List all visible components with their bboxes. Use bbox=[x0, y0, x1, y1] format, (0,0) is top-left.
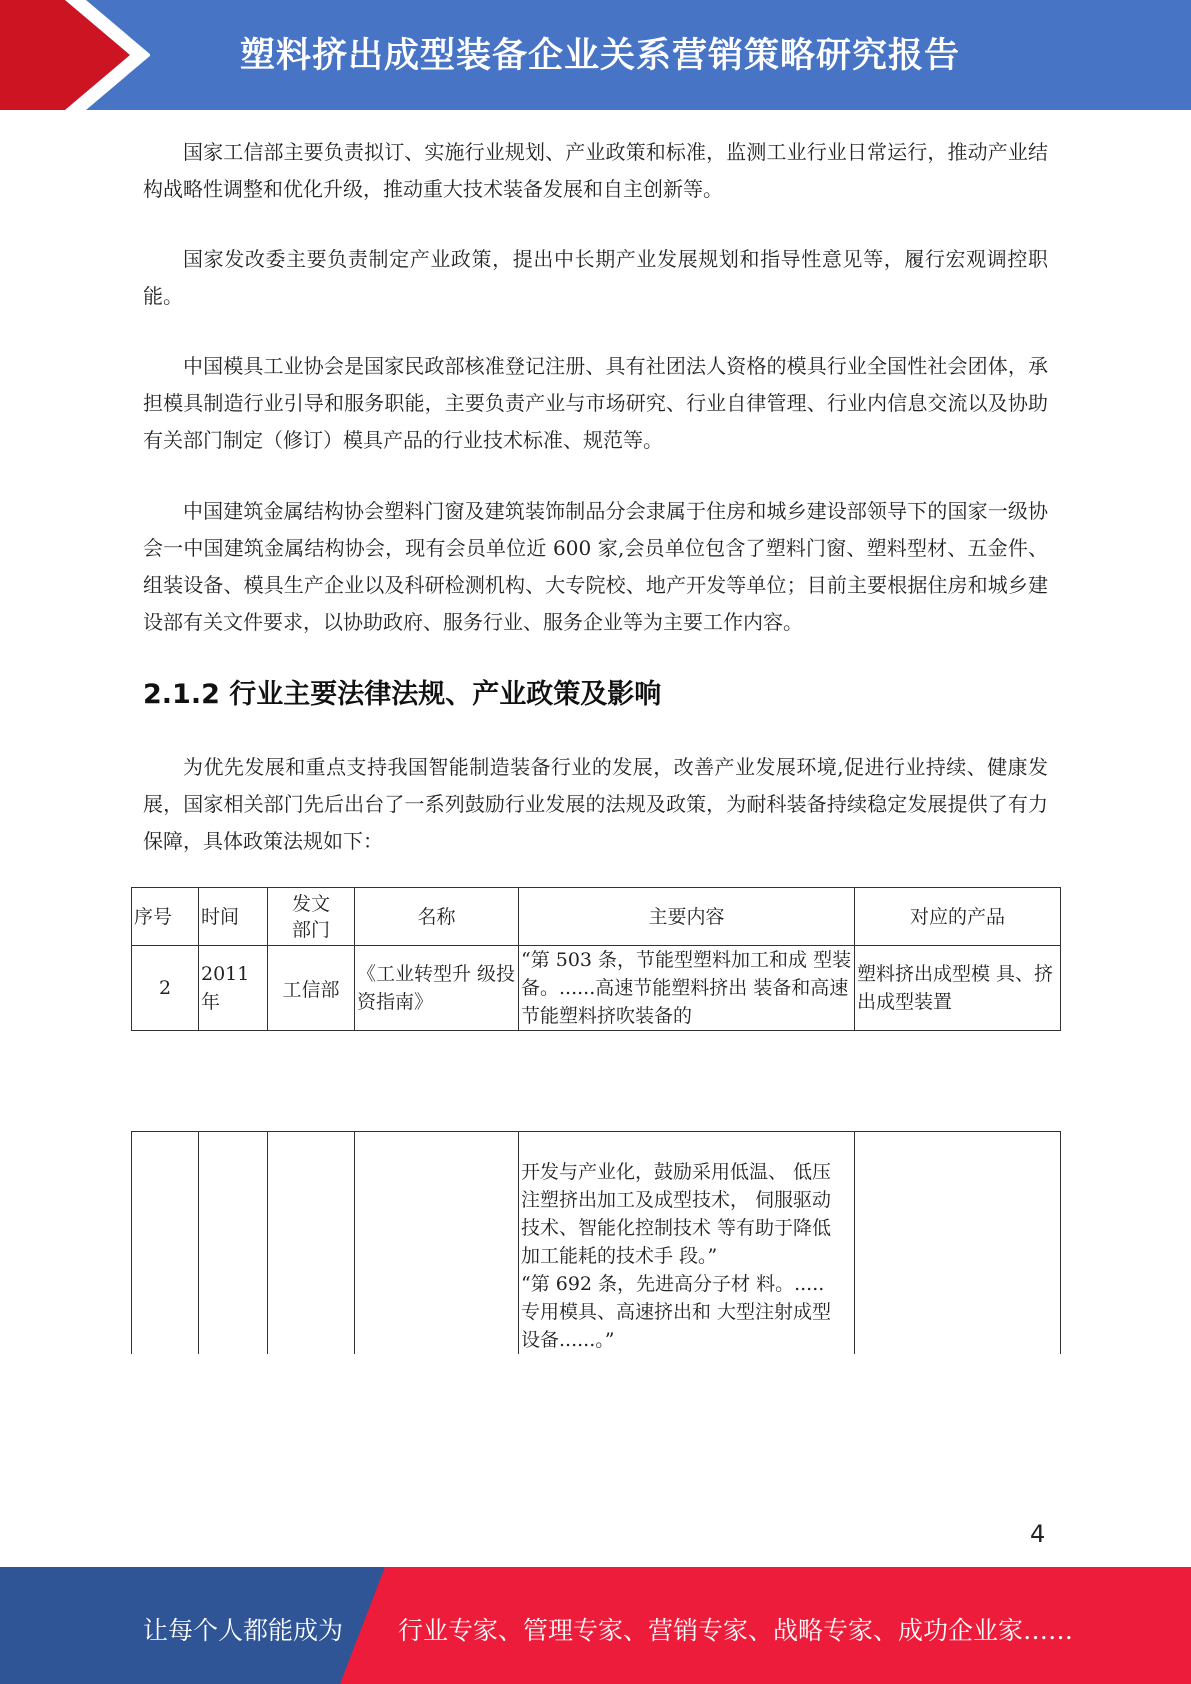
table-row-continuation bbox=[132, 1132, 1061, 1355]
content-line: 开发与产业化，鼓励采用低温、 低压 bbox=[521, 1161, 832, 1183]
header-product: 对应的产品 bbox=[855, 888, 1061, 946]
header-dept bbox=[268, 888, 355, 946]
header-banner bbox=[0, 0, 1191, 110]
content-line: 设备......。” bbox=[521, 1329, 615, 1351]
cell-name: 《工业转型升 级投资指南》 bbox=[355, 946, 519, 1031]
table-header-row bbox=[132, 888, 1061, 946]
policy-table bbox=[131, 887, 1061, 1031]
cell-time-text: 2011 年 bbox=[201, 963, 250, 1013]
header-dept-text: 发文部门 bbox=[291, 892, 330, 941]
section-intro: 为优先发展和重点支持我国智能制造装备行业的发展，改善产业发展环境,促进行业持续、健康发展，国家相关部门先后出台了一系列鼓励行业发展的法规及政策，为耐科装备持续稳定发展提供了有力保障，具体政策法规如下： bbox=[143, 755, 1048, 853]
cell-empty bbox=[132, 1132, 199, 1355]
section-heading: 2.1.2 行业主要法律法规、产业政策及影响 bbox=[143, 679, 662, 710]
header-time: 时间 bbox=[199, 888, 268, 946]
header-content: 主要内容 bbox=[519, 888, 855, 946]
content-line: 注塑挤出加工及成型技术， 伺服驱动 bbox=[521, 1189, 832, 1211]
cell-content-continued bbox=[519, 1132, 855, 1355]
content-line: 专用模具、高速挤出和 大型注射成型 bbox=[521, 1301, 832, 1323]
paragraph-building-metal-association: 中国建筑金属结构协会塑料门窗及建筑装饰制品分会隶属于住房和城乡建设部领导下的国家一级协会一中国建筑金属结构协会，现有会员单位近 600 家,会员单位包含了塑料门窗、塑料型材、五金件、组装设备、模具生产企业以及科研检测机构、大专院校、地产开发等单位；目前主要根据住房和城乡建设部有关文件要求，以协助政府、服务行业、服务企业等为主要工作内容。 bbox=[143, 499, 1048, 634]
cell-empty bbox=[355, 1132, 519, 1355]
content-line: “第 692 条，先进高分子材 料。..... bbox=[521, 1273, 825, 1295]
cell-product: 塑料挤出成型模 具、挤出成型装置 bbox=[855, 946, 1061, 1031]
cell-content: “第 503 条，节能型塑料加工和成 型装备。......高速节能塑料挤出 装备和高速节能塑料挤吹装备的 bbox=[519, 946, 855, 1031]
paragraph-mould-association: 中国模具工业协会是国家民政部核准登记注册、具有社团法人资格的模具行业全国性社会团体，承担模具制造行业引导和服务职能，主要负责产业与市场研究、行业自律管理、行业内信息交流以及协助有关部门制定（修订）模具产品的行业技术标准、规范等。 bbox=[143, 354, 1048, 452]
header-name: 名称 bbox=[355, 888, 519, 946]
header-red-chevron bbox=[0, 0, 150, 110]
cell-empty bbox=[855, 1132, 1061, 1355]
page-number: 4 bbox=[1030, 1520, 1046, 1548]
footer-banner bbox=[0, 1567, 1191, 1684]
header-no: 序号 bbox=[132, 888, 199, 946]
paragraph-ndrc: 国家发改委主要负责制定产业政策，提出中长期产业发展规划和指导性意见等，履行宏观调控职能。 bbox=[143, 247, 1048, 308]
cell-dept: 工信部 bbox=[268, 946, 355, 1031]
report-title: 塑料挤出成型装备企业关系营销策略研究报告 bbox=[240, 36, 961, 76]
policy-table-continuation bbox=[131, 1131, 1061, 1354]
cell-empty bbox=[199, 1132, 268, 1355]
cell-time bbox=[199, 946, 268, 1031]
table-row bbox=[132, 946, 1061, 1031]
paragraph-miit: 国家工信部主要负责拟订、实施行业规划、产业政策和标准，监测工业行业日常运行，推动产业结构战略性调整和优化升级，推动重大技术装备发展和自主创新等。 bbox=[143, 140, 1048, 201]
footer-slogan-left: 让每个人都能成为 bbox=[143, 1616, 344, 1645]
cell-empty bbox=[268, 1132, 355, 1355]
content-line: 加工能耗的技术手 段。” bbox=[521, 1245, 718, 1267]
footer-slogan-right: 行业专家、管理专家、营销专家、战略专家、成功企业家…… bbox=[398, 1616, 1074, 1645]
content-line: 技术、智能化控制技术 等有助于降低 bbox=[521, 1217, 832, 1239]
cell-no: 2 bbox=[132, 946, 199, 1031]
